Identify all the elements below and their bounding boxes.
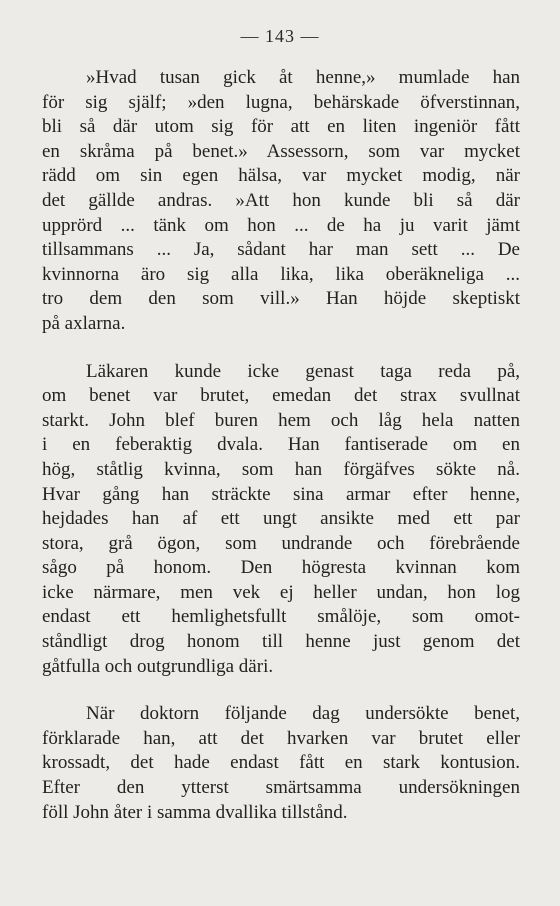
text-line: föll John åter i samma dvallika tillstånd. [42,801,348,823]
paragraph-gap [42,337,520,360]
text-line: upprörd ... tänk om hon ... de ha ju varit jämt [42,214,520,236]
text-line: hög, ståtlig kvinna, som han förgäfves sökte nå. [42,458,520,480]
text-line: Hvar gång han sträckte sina armar efter henne, [42,483,520,505]
text-line: en skråma på benet.» Assessorn, som var mycket [42,140,520,162]
paragraph-1 [42,66,520,337]
paragraph-2 [42,360,520,680]
text-line: om benet var brutet, emedan det strax svullnat [42,385,520,407]
text-line: Läkaren kunde icke genast taga reda på, [86,360,520,382]
text-line: Efter den ytterst smärtsamma undersökningen [42,777,520,799]
text-line: sågo på honom. Den högresta kvinnan kom [42,557,520,579]
body-text [42,66,520,825]
text-line: ståndligt drog honom till henne just genom det [42,631,520,653]
page-number: — 143 — [240,26,320,46]
text-line: på axlarna. [42,312,126,334]
paragraph-gap [42,679,520,702]
text-line: stora, grå ögon, som undrande och förebrående [42,532,520,554]
text-line: endast ett hemlighetsfullt smålöje, som omot- [42,606,520,628]
text-line: När doktorn följande dag undersökte benet, [86,703,520,725]
text-line: icke närmare, men vek ej heller undan, hon log [42,581,520,603]
paragraph-3 [42,702,520,825]
text-line: förklarade han, att det hvarken var brutet eller [42,727,520,749]
text-line: för sig själf; »den lugna, behärskade öfverstinnan, [42,91,520,113]
text-line: krossadt, det hade endast fått en stark kontusion. [42,752,520,774]
text-line: »Hvad tusan gick åt henne,» mumlade han [86,67,520,88]
text-line: starkt. John blef buren hem och låg hela natten [42,409,520,431]
text-line: tillsammans ... Ja, sådant har man sett ... De [42,239,520,261]
text-line: gåtfulla och outgrundliga däri. [42,655,274,677]
text-line: rädd om sin egen hälsa, var mycket modig, när [42,165,520,187]
text-line: bli så där utom sig för att en liten ingeniör fått [42,116,520,138]
text-line: det gällde andras. »Att hon kunde bli så där [42,189,520,211]
text-line: kvinnorna äro sig alla lika, lika oberäkneliga ... [42,263,520,285]
text-line: hejdades han af ett ungt ansikte med ett par [42,508,520,530]
text-line: i en feberaktig dvala. Han fantiserade om en [42,434,520,456]
text-line: tro dem den som vill.» Han höjde skeptiskt [42,288,520,310]
